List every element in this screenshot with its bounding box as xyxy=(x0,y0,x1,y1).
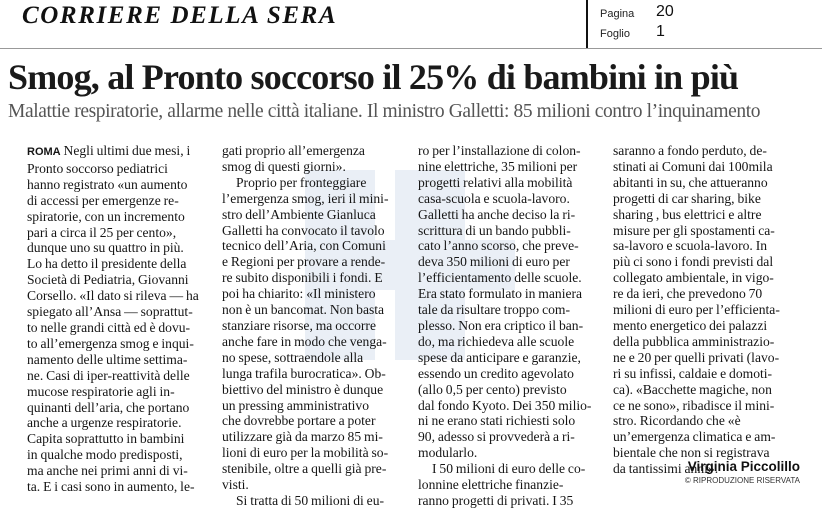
column-line: Capita soprattutto in bambini xyxy=(27,431,185,447)
page-label: Pagina xyxy=(600,8,635,20)
column-line: quinanti dell’aria, che portano xyxy=(27,399,190,415)
article-dateline: ROMA xyxy=(27,146,61,158)
column-line: biettivo del ministro è dunque xyxy=(222,381,384,397)
column-line: tale da risultare troppo com- xyxy=(418,302,571,318)
column-line: Proprio per fronteggiare xyxy=(236,174,367,190)
column-line: scrittura di un bando pubbli- xyxy=(418,222,571,238)
column-line: tecnico dell’Aria, con Comuni xyxy=(222,238,386,254)
column-line: da tantissimi anni». xyxy=(613,461,719,477)
page-info-box xyxy=(586,0,822,48)
column-line: spiratorie, con un incremento xyxy=(27,208,185,224)
column-line: mento energetico dei palazzi xyxy=(613,317,768,333)
copyright-notice: © RIPRODUZIONE RISERVATA xyxy=(684,476,800,485)
column-line: gati proprio all’emergenza xyxy=(222,143,365,158)
column-line: re da ieri, che prevedono 70 xyxy=(613,286,763,302)
article-headline: Smog, al Pronto soccorso il 25% di bambini in più xyxy=(8,57,739,97)
article-column-1 xyxy=(27,143,215,495)
column-line: sa-lavoro e scuola-lavoro. In xyxy=(613,238,768,254)
column-line: spese da anticipare e garanzie, xyxy=(418,349,581,365)
column-line: spiegato all’Ansa — soprattut- xyxy=(27,304,193,320)
column-line: anche fare in modo che venga- xyxy=(222,333,387,349)
column-line: smog di questi giorni». xyxy=(222,158,346,174)
column-line: to all’emergenza smog e inqui- xyxy=(27,335,194,351)
column-line: Pronto soccorso pediatrici xyxy=(27,160,168,176)
newspaper-masthead: CORRIERE DELLA SERA xyxy=(22,2,338,29)
column-line: Società di Pediatria, Giovanni xyxy=(27,272,189,288)
column-line: progetti relativi alla mobilità xyxy=(418,174,573,190)
column-line: che dovrebbe portare a poter xyxy=(222,413,376,429)
column-line: ri su infissi, caldaie e domoti- xyxy=(613,365,773,381)
column-line: Si tratta di 50 milioni di eu- xyxy=(236,492,385,508)
column-line: deva 350 milioni di euro per xyxy=(418,254,570,270)
column-line: un’emergenza climatica e am- xyxy=(613,429,776,445)
article-column-4 xyxy=(613,143,809,477)
column-line: casa-scuola e scuola-lavoro. xyxy=(418,190,570,206)
column-line: plesso. Non era criptico il ban- xyxy=(418,317,584,333)
column-line: progetti di car sharing, bike xyxy=(613,190,761,206)
article-column-2 xyxy=(222,143,412,509)
column-line: poi ha chiarito: «Il ministero xyxy=(222,286,376,302)
author-signature: Virginia Piccolillo xyxy=(687,459,800,474)
column-line: stanziare risorse, ma occorre xyxy=(222,317,376,333)
column-line: utilizzare già da marzo 85 mi- xyxy=(222,429,383,445)
column-line: ca). «Bacchette magiche, non xyxy=(613,381,772,397)
column-line: do, ma richiedeva alle scuole xyxy=(418,333,575,349)
column-line: misure per gli spostamenti ca- xyxy=(613,222,775,238)
column-line: di accessi per emergenze re- xyxy=(27,192,179,208)
column-line: ROMA Negli ultimi due mesi, i xyxy=(27,143,191,158)
column-line: ro per l’installazione di colon- xyxy=(418,143,581,158)
column-line: pari a circa il 25 per cento», xyxy=(27,224,177,240)
column-line: Era stato formulato in maniera xyxy=(418,286,583,302)
article-column-3 xyxy=(418,143,606,509)
column-line: Lo ha detto il presidente della xyxy=(27,256,187,272)
column-line: visti. xyxy=(222,477,249,493)
column-line: hanno registrato «un aumento xyxy=(27,176,188,192)
column-line: (allo 0,5 per cento) previsto xyxy=(418,381,567,397)
column-line: l’efficientamento delle scuole. xyxy=(418,270,582,286)
header-divider xyxy=(0,48,822,49)
column-line: della pubblica amministrazio- xyxy=(613,333,775,349)
column-line: stro. Ricordando che «è xyxy=(613,413,741,429)
column-line: dunque uno su quattro in più. xyxy=(27,240,184,256)
column-line: Corsello. «Il dato si rileva — ha xyxy=(27,288,199,304)
column-line: ranno progetti di privati. I 35 xyxy=(418,492,574,508)
column-line: lonnine elettriche finanzie- xyxy=(418,477,564,493)
column-line: non è un bancomat. Non basta xyxy=(222,302,385,318)
column-line: ne. Casi di iper-reattività delle xyxy=(27,367,190,383)
column-line: mucose respiratorie agli in- xyxy=(27,383,175,399)
sheet-label: Foglio xyxy=(600,28,630,40)
column-line: l’emergenza smog, ieri il mini- xyxy=(222,190,389,206)
column-line: saranno a fondo perduto, de- xyxy=(613,143,767,158)
column-line: bientale che non si registrava xyxy=(613,445,770,461)
column-line: namento delle ultime settima- xyxy=(27,351,188,367)
column-line: 90, adesso si provvederà a ri- xyxy=(418,429,575,445)
column-line: più ci sono i fondi previsti dal xyxy=(613,254,774,270)
column-line: anche a urgenze respiratorie. xyxy=(27,415,182,431)
column-line: collegato ambientale, in vigo- xyxy=(613,270,774,286)
column-line: Galletti ha anche deciso la ri- xyxy=(418,206,576,222)
column-line: re subito disponibili i fondi. E xyxy=(222,270,383,286)
column-line: ne e 20 per quelli privati (lavo- xyxy=(613,349,780,365)
column-line: dal fondo Kyoto. Dei 350 milio- xyxy=(418,397,592,413)
column-line: to nelle grandi città ed è dovu- xyxy=(27,319,191,335)
column-line: ce ne sono», ribadisce il mini- xyxy=(613,397,775,413)
column-line: modularlo. xyxy=(418,445,478,461)
column-line: nine elettriche, 35 milioni per xyxy=(418,158,578,174)
column-line: no spese, sottraendole alla xyxy=(222,349,364,365)
column-line: lioni di euro per la mobilità so- xyxy=(222,445,389,461)
article-subheadline: Malattie respiratorie, allarme nelle città italiane. Il ministro Galletti: 85 milioni contro l’inquinamento xyxy=(8,101,761,122)
column-line: stro dell’Ambiente Gianluca xyxy=(222,206,376,222)
column-line: un pressing amministrativo xyxy=(222,397,370,413)
column-line: cato l’anno scorso, che preve- xyxy=(418,238,579,254)
column-line: sharing , bus elettrici e altre xyxy=(613,206,762,222)
column-line: Galletti ha convocato il tavolo xyxy=(222,222,385,238)
column-line: stenibile, oltre a quelli già pre- xyxy=(222,461,387,477)
sheet-number: 1 xyxy=(656,23,665,40)
column-line: stinati ai Comuni dai 100mila xyxy=(613,158,773,174)
column-line: essendo un credito agevolato xyxy=(418,365,574,381)
page-number: 20 xyxy=(656,3,674,20)
column-line: I 50 milioni di euro delle co- xyxy=(432,461,586,477)
column-line: e Regioni per provare a rende- xyxy=(222,254,386,270)
column-line: ta. E i casi sono in aumento, le- xyxy=(27,479,195,495)
column-line: ma anche nei primi anni di vi- xyxy=(27,463,188,479)
column-line: milioni di euro per l’efficienta- xyxy=(613,302,780,318)
column-line: in qualche modo predisposti, xyxy=(27,447,183,463)
column-line: lunga trafila burocratica». Ob- xyxy=(222,365,386,381)
column-line: abitanti in su, che attueranno xyxy=(613,174,768,190)
column-line: ni ne erano stati richiesti solo xyxy=(418,413,576,429)
